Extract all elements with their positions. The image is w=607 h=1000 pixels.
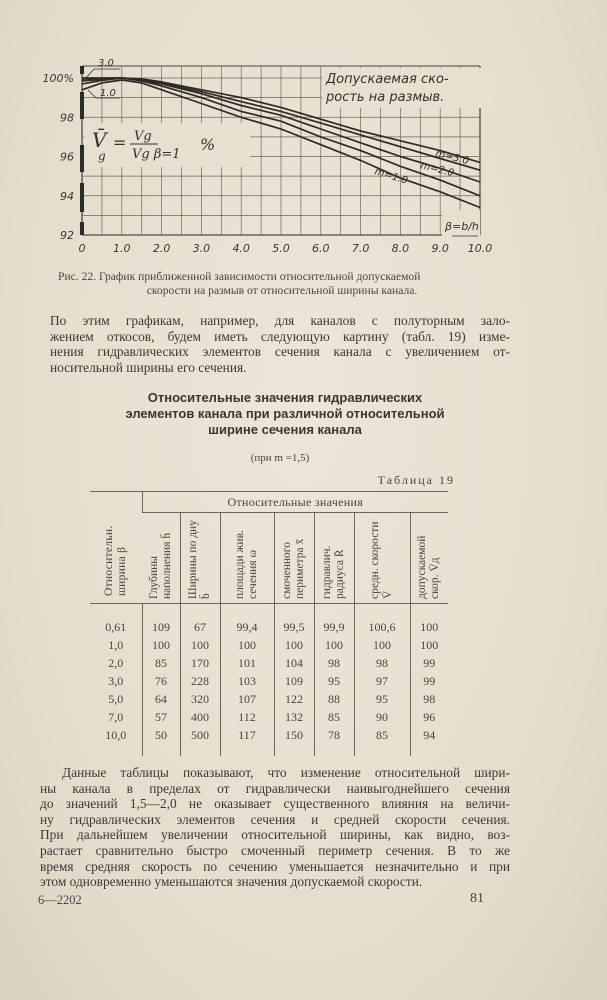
svg-text:=: =	[113, 133, 127, 152]
table-cell: 5,0	[108, 691, 124, 706]
table-row	[90, 636, 448, 654]
x-tick-label: 2.0	[152, 242, 171, 255]
paragraph-line: до значений 1,5—2,0 не оказывает существенного влияния на величи-	[40, 796, 510, 812]
table-cell: 96	[410, 708, 448, 726]
table-row	[90, 604, 448, 637]
table-cell: 117	[220, 726, 274, 756]
table-cell: 320	[180, 690, 220, 708]
table-cell: 99,5	[274, 604, 314, 637]
table-row	[90, 654, 448, 672]
table-title-line-2: элементов канала при различной относительной	[125, 406, 445, 421]
label-m-2: m=2.0	[419, 160, 455, 180]
table-cell: 98	[410, 690, 448, 708]
label-top-1: 1.0	[100, 88, 116, 99]
table-cell: 1,0	[108, 637, 124, 652]
table-title-line-1: Относительные значения гидравлических	[147, 390, 423, 405]
figure-22-chart	[40, 52, 510, 267]
paragraph-line: растает сравнительно быстро смоченный периметр сечения. В то же	[40, 842, 510, 858]
paragraph-line: Данные таблицы показывают, что изменение относительной шири-	[62, 765, 510, 780]
x-tick-label: 0	[78, 242, 86, 255]
table-cell: 76	[142, 672, 180, 690]
paragraph-line: носительной ширины его сечения.	[50, 359, 247, 375]
table-cell: 100	[220, 636, 274, 654]
y-tick-label: 94	[60, 189, 74, 203]
formula-sub: g	[98, 149, 106, 163]
table-cell: 98	[354, 654, 410, 672]
table-row	[90, 690, 448, 708]
header-relative-width: Относительн. ширина β	[90, 492, 142, 604]
table-cell: 100	[180, 636, 220, 654]
x-tick-label: 1.0	[113, 242, 131, 255]
table-cell: 122	[274, 690, 314, 708]
table-cell: 99,4	[220, 604, 274, 637]
table-row	[90, 708, 448, 726]
label-top-3: 3.0	[98, 58, 114, 69]
printer-signature: 6—2202	[38, 893, 82, 907]
table-cell: 170	[180, 654, 220, 672]
table-cell: 99	[410, 654, 448, 672]
x-tick-label: 9.0	[431, 242, 449, 255]
x-axis-label: β=b/h	[445, 220, 479, 233]
header-group-relative-values: Относительные значения	[142, 492, 448, 513]
table-cell: 100	[410, 636, 448, 654]
table-cell: 85	[142, 654, 180, 672]
header-hydraulic-radius: гидравлич. радиуса R̄	[314, 513, 354, 604]
table-cell: 100	[410, 604, 448, 637]
table-cell: 85	[314, 708, 354, 726]
x-tick-label: 7.0	[351, 242, 370, 255]
table-cell: 101	[220, 654, 274, 672]
y-tick-label: 96	[60, 150, 74, 164]
header-mean-velocity: средн. скорости V̄	[354, 513, 410, 604]
chart-canvas	[40, 52, 510, 267]
table-cell: 78	[314, 726, 354, 756]
table-cell: 100	[274, 636, 314, 654]
x-tick-label: 8.0	[391, 242, 410, 255]
table-cell: 97	[354, 672, 410, 690]
formula-denominator: Vg β=1	[132, 147, 181, 162]
paragraph-line: По этим графикам, например, для каналов с полуторным зало-	[50, 313, 510, 328]
chart-title-line2: рость на размыв.	[326, 90, 445, 105]
table-cell: 228	[180, 672, 220, 690]
caption-line-1: Рис. 22. График приближенной зависимости относительной допускаемой	[58, 270, 421, 283]
paragraph-line: жением откосов, будем иметь следующую картину (табл. 19) изме-	[50, 328, 510, 344]
table-cell: 100	[314, 636, 354, 654]
table-row	[90, 672, 448, 690]
table-cell: 150	[274, 726, 314, 756]
figure-caption	[58, 270, 506, 298]
table-cell: 3,0	[108, 673, 124, 688]
table-cell: 7,0	[108, 709, 124, 724]
table-cell: 67	[180, 604, 220, 637]
table-cell: 50	[142, 726, 180, 756]
formula-lhs: V̄	[92, 128, 107, 152]
table-cell: 99	[410, 672, 448, 690]
table-cell: 500	[180, 726, 220, 756]
x-axis-ticks	[79, 242, 493, 255]
table-cell: 109	[274, 672, 314, 690]
caption-line-2: скорости на размыв от относительной ширины канала.	[146, 284, 418, 297]
table-cell: 99,9	[314, 604, 354, 637]
paragraph-line: ны канала в пределах от гидравлически наивыгоднейшего сечения	[40, 780, 510, 796]
paragraph-line: ну гидравлических элементов сечения и средней скорости сечения.	[40, 811, 510, 827]
table-row	[90, 726, 448, 756]
table-cell: 90	[354, 708, 410, 726]
table-cell: 2,0	[108, 655, 124, 670]
table-subtitle: (при m =1,5)	[250, 452, 310, 464]
table-cell: 10,0	[105, 727, 127, 742]
table-cell: 100	[354, 636, 410, 654]
x-tick-label: 6.0	[312, 242, 330, 255]
table-19	[90, 491, 448, 756]
y-tick-label: 100%	[42, 72, 74, 85]
header-bottom-width: Ширины по дну b̄	[180, 513, 220, 604]
table-cell: 400	[180, 708, 220, 726]
y-tick-label: 98	[60, 111, 74, 125]
x-tick-label: 5.0	[272, 242, 290, 255]
table-cell: 0,61	[105, 619, 127, 634]
table-cell: 95	[354, 690, 410, 708]
header-perimeter: смоченного периметра x̄	[274, 513, 314, 604]
table-cell: 104	[274, 654, 314, 672]
paragraph-conclusion	[40, 765, 510, 890]
x-tick-label: 10.0	[467, 242, 493, 255]
header-permissible-velocity: допускаемой скор. V̄д	[410, 513, 448, 604]
table-cell: 100,6	[354, 604, 410, 637]
x-tick-label: 4.0	[232, 242, 250, 255]
formula-unit: %	[200, 135, 216, 154]
table-number-label: Таблица 19	[377, 473, 455, 487]
y-tick-label: 92	[60, 229, 74, 242]
table-cell: 95	[314, 672, 354, 690]
label-m-3: m=3.0	[434, 148, 470, 168]
table-cell: 100	[142, 636, 180, 654]
paragraph-line: время средняя скорость по сечению уменьшается незначительно и при	[40, 858, 510, 874]
paragraph-intro	[50, 313, 510, 375]
paragraph-line: нения гидравлических элементов сечения канала с увеличением от-	[50, 344, 510, 360]
table-cell: 107	[220, 690, 274, 708]
header-area: площади жив. сечения ω	[220, 513, 274, 604]
x-tick-label: 3.0	[192, 242, 211, 255]
table-cell: 64	[142, 690, 180, 708]
table-cell: 103	[220, 672, 274, 690]
table-cell: 98	[314, 654, 354, 672]
table-cell: 57	[142, 708, 180, 726]
table-cell: 85	[354, 726, 410, 756]
y-axis-ticks	[43, 72, 74, 242]
table-cell: 88	[314, 690, 354, 708]
table-cell: 112	[220, 708, 274, 726]
chart-title-line1: Допускаемая ско-	[326, 72, 449, 87]
table-cell: 94	[410, 726, 448, 756]
paragraph-line: этом одновременно уменьшаются значения допускаемой скорости.	[40, 874, 423, 890]
page-number: 81	[470, 891, 484, 906]
header-depth: Глубины наполнения h̄	[142, 513, 180, 604]
label-m-1: m=1.0	[373, 166, 409, 187]
table-cell: 132	[274, 708, 314, 726]
table-title-line-3: ширине сечения канала	[208, 422, 362, 437]
formula-numerator: Vg	[134, 129, 152, 144]
table-title	[95, 390, 475, 438]
table-cell: 109	[142, 604, 180, 637]
paragraph-line: При дальнейшем увеличении относительной ширины, как видно, воз-	[40, 827, 510, 843]
